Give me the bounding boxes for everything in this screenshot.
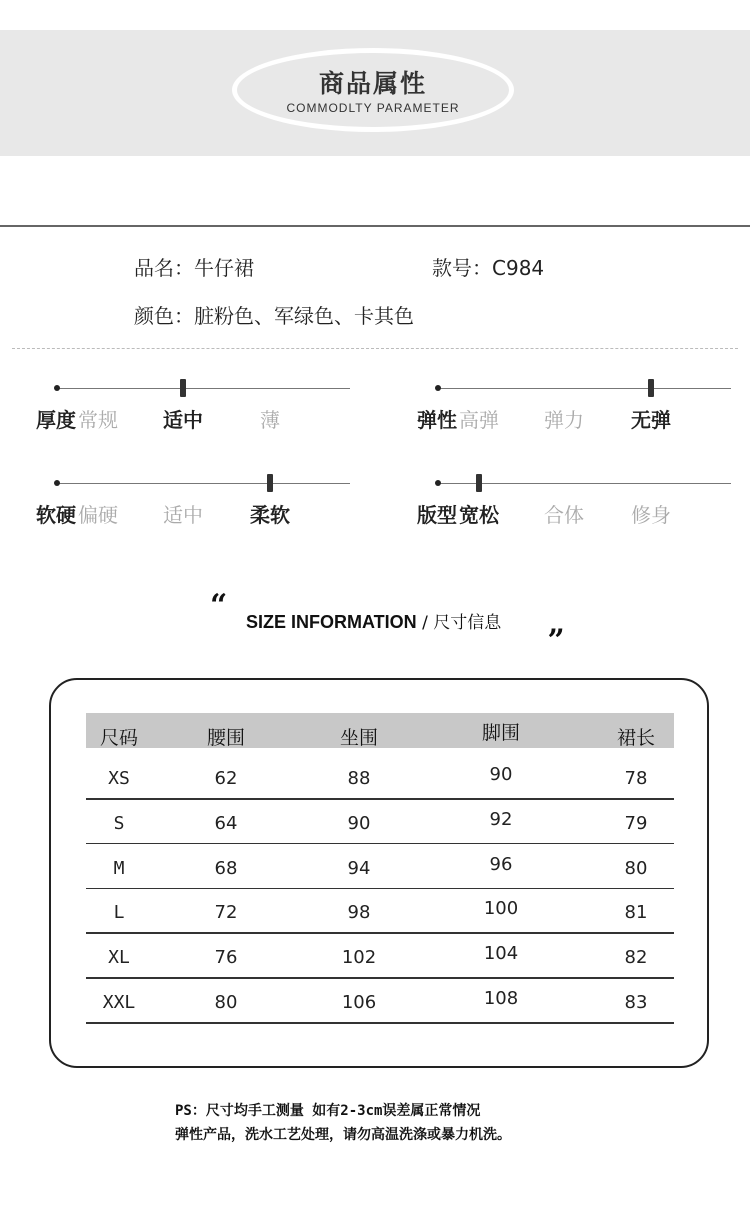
table-cell: M [113, 857, 125, 879]
attribute-option: 合体 [544, 503, 584, 527]
attribute-option: 偏硬 [78, 503, 118, 527]
attribute-option: 薄 [260, 408, 280, 432]
slider-start-dot [54, 480, 60, 486]
page-subtitle: COMMODLTY PARAMETER [286, 101, 460, 115]
product-colors: 颜色：脏粉色、军绿色、卡其色 [134, 304, 414, 328]
attribute-option: 适中 [163, 408, 203, 432]
attribute-name: 弹性 [417, 408, 457, 432]
attribute-option: 弹力 [544, 408, 584, 432]
table-cell: 76 [214, 947, 238, 969]
table-cell: 90 [489, 764, 513, 785]
slider-track [57, 483, 350, 484]
note-line-2: 弹性产品，洗水工艺处理，请勿高温洗涤或暴力机洗。 [175, 1127, 511, 1143]
table-cell: 72 [214, 902, 238, 924]
attribute-option: 柔软 [250, 503, 290, 527]
table-row-divider [86, 843, 674, 845]
table-cell: 64 [214, 812, 238, 834]
slider-knob [267, 474, 273, 492]
slider-track [57, 388, 350, 389]
attribute-name: 版型 [417, 503, 457, 527]
divider-dotted [12, 348, 738, 349]
table-header-cell: 尺码 [99, 727, 138, 749]
table-cell: 88 [347, 768, 371, 789]
table-cell: 83 [624, 992, 648, 1013]
slider-knob [476, 474, 482, 492]
quote-close: „ [548, 606, 566, 641]
attribute-name: 软硬 [36, 503, 76, 527]
quote-open: “ [210, 588, 228, 623]
slider-track [438, 388, 731, 389]
note-line-1: PS：尺寸均手工测量 如有2-3cm误差属正常情况 [175, 1103, 481, 1119]
table-cell: 80 [214, 992, 238, 1013]
table-cell: 78 [624, 768, 648, 789]
table-cell: 79 [624, 812, 648, 834]
slider-start-dot [54, 385, 60, 391]
table-row-divider [86, 798, 674, 800]
attribute-option: 修身 [631, 503, 671, 527]
table-cell: 90 [347, 812, 371, 834]
table-row-divider [86, 888, 674, 890]
attribute-option: 宽松 [459, 503, 499, 527]
table-cell: 92 [489, 808, 513, 830]
slider-start-dot [435, 480, 441, 486]
size-heading [246, 608, 501, 633]
table-cell: 80 [624, 857, 648, 879]
attribute-option: 适中 [163, 503, 203, 527]
attribute-option: 无弹 [631, 408, 671, 432]
table-cell: XXL [102, 992, 136, 1013]
attribute-name: 厚度 [36, 408, 76, 432]
slider-knob [180, 379, 186, 397]
table-cell: 98 [347, 902, 371, 924]
table-cell: XL [108, 947, 130, 969]
table-cell: 104 [483, 943, 519, 965]
table-cell: 102 [341, 947, 377, 969]
style-number: 款号：C984 [432, 256, 545, 280]
attribute-option: 高弹 [459, 408, 499, 432]
slider-start-dot [435, 385, 441, 391]
size-heading-cn: / 尺寸信息 [416, 613, 502, 633]
table-header-cell: 脚围 [481, 722, 520, 744]
table-cell: 62 [214, 768, 238, 789]
product-name: 品名：牛仔裙 [134, 256, 254, 280]
size-heading-en: SIZE INFORMATION [246, 612, 417, 632]
attribute-option: 常规 [78, 408, 118, 432]
table-row-divider [86, 977, 674, 979]
table-row-divider [86, 1022, 674, 1024]
table-cell: 94 [347, 857, 371, 879]
table-cell: 106 [341, 992, 377, 1013]
table-cell: 100 [483, 898, 519, 920]
slider-knob [648, 379, 654, 397]
table-header-cell: 裙长 [616, 727, 655, 749]
page-title: 商品属性 [318, 69, 427, 98]
table-header-cell: 腰围 [206, 727, 245, 749]
table-header-cell: 坐围 [339, 727, 378, 749]
divider-top [0, 225, 750, 227]
table-cell: L [113, 902, 125, 924]
table-cell: 68 [214, 857, 238, 879]
table-cell: XS [108, 768, 130, 789]
table-cell: 82 [624, 947, 648, 969]
table-cell: 81 [624, 902, 648, 924]
table-cell: 108 [483, 988, 519, 1009]
table-cell: S [113, 812, 125, 834]
table-row-divider [86, 932, 674, 934]
table-cell: 96 [489, 853, 513, 875]
